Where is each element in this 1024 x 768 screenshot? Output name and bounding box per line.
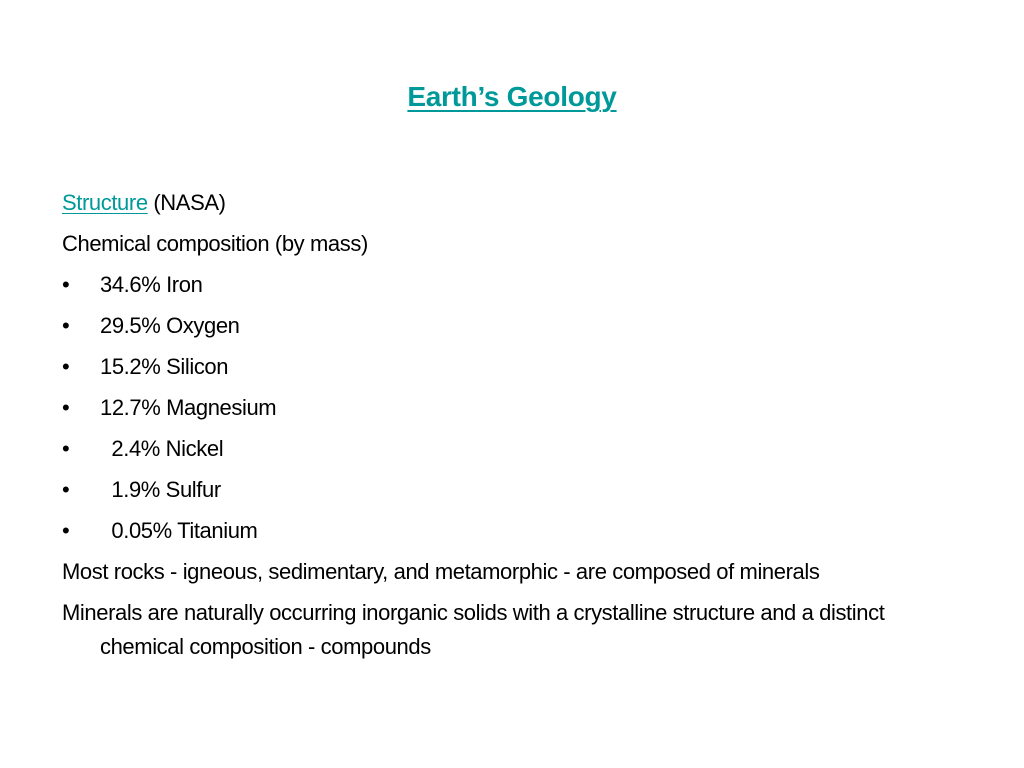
list-item-text: 29.5% Oxygen <box>100 313 240 338</box>
list-item-text: 1.9% Sulfur <box>100 477 221 502</box>
structure-source-text: (NASA) <box>147 190 226 215</box>
list-item-text: 0.05% Titanium <box>100 518 258 543</box>
bullet-icon: • <box>62 477 70 502</box>
list-item <box>62 432 962 473</box>
slide-title <box>0 78 1024 116</box>
list-item <box>62 473 962 514</box>
list-item <box>62 268 962 309</box>
list-item <box>62 514 962 555</box>
slide-content <box>62 186 962 664</box>
bullet-icon: • <box>62 272 70 297</box>
list-item <box>62 309 962 350</box>
minerals-text: Minerals are naturally occurring inorganic solids with a crystalline structure and a distinct chemical composition - compounds <box>62 600 885 659</box>
list-item <box>62 350 962 391</box>
composition-heading: Chemical composition (by mass) <box>62 231 368 256</box>
title-link[interactable]: Earth’s Geology <box>407 81 617 112</box>
bullet-icon: • <box>62 395 70 420</box>
bullet-icon: • <box>62 518 70 543</box>
bullet-icon: • <box>62 354 70 379</box>
list-item-text: 12.7% Magnesium <box>100 395 277 420</box>
list-item <box>62 391 962 432</box>
structure-line <box>62 186 962 227</box>
list-item-text: 15.2% Silicon <box>100 354 229 379</box>
list-item-text: 2.4% Nickel <box>100 436 224 461</box>
list-item-text: 34.6% Iron <box>100 272 203 297</box>
bullet-icon: • <box>62 436 70 461</box>
rocks-text: Most rocks - igneous, sedimentary, and metamorphic - are composed of minerals <box>62 559 820 584</box>
bullet-icon: • <box>62 313 70 338</box>
structure-link[interactable]: Structure <box>62 190 148 215</box>
